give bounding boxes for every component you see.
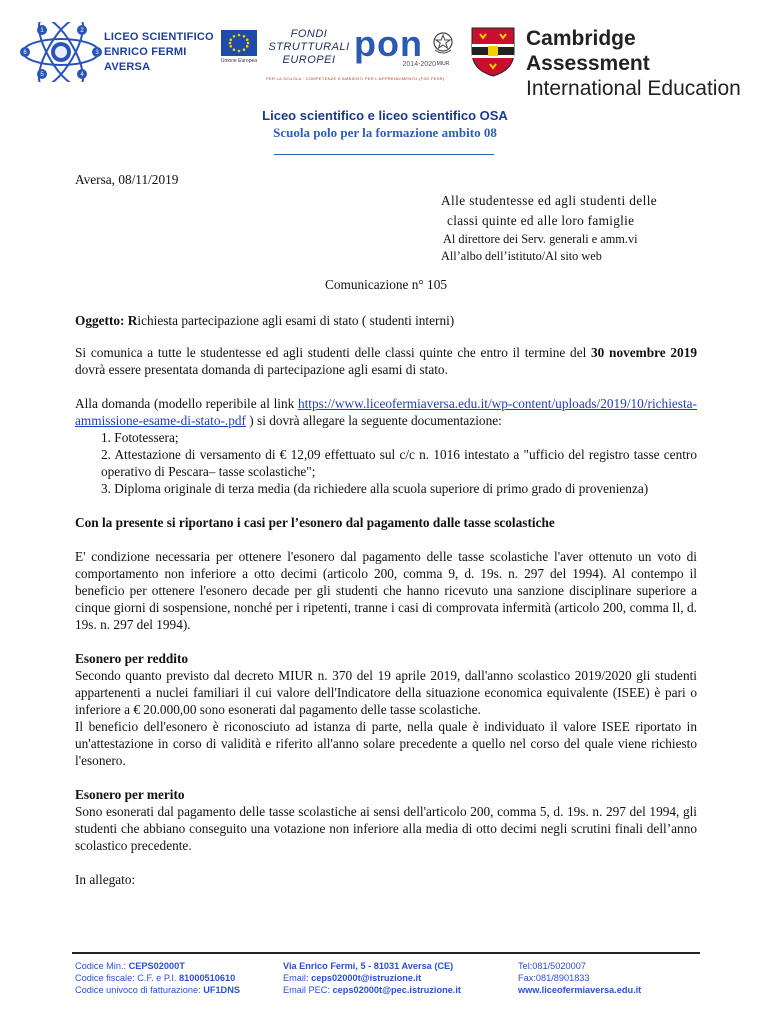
footer-website-link[interactable]: www.liceofermiaversa.edu.it xyxy=(518,985,642,995)
fondi-line-3: EUROPEI xyxy=(282,54,336,66)
footer-codes xyxy=(75,960,240,996)
document-title xyxy=(0,108,770,141)
school-logo xyxy=(14,22,224,82)
miur-caption: MIUR xyxy=(436,61,450,67)
attachment-label: In allegato: xyxy=(75,872,136,887)
subject-label: Oggetto: xyxy=(75,313,125,328)
intro-paragraph xyxy=(75,344,697,378)
recipient-line: classi quinte ed alle loro famiglie xyxy=(447,213,635,228)
letter-date: Aversa, 08/11/2019 xyxy=(75,172,179,187)
subject-initial: R xyxy=(124,313,138,328)
fondi-line-1: FONDI xyxy=(290,28,328,40)
school-subtitle: Scuola polo per la formazione ambito 08 xyxy=(273,125,497,140)
svg-text:6: 6 xyxy=(23,50,27,56)
footer-line xyxy=(75,984,240,996)
eu-caption: Unione Europea xyxy=(220,58,258,64)
recipients-block xyxy=(441,191,701,264)
pon-logo xyxy=(354,23,436,68)
cambridge-logo-text xyxy=(526,26,756,101)
school-name: Liceo scientifico e liceo scientifico OSA xyxy=(262,108,508,123)
form-text-end: ) si dovrà allegare la seguente documentazione: xyxy=(245,413,502,428)
miur-logo xyxy=(432,30,454,66)
footer-line xyxy=(518,972,641,984)
recipient-line: Al direttore dei Serv. generali e amm.vi xyxy=(443,232,638,246)
svg-text:5: 5 xyxy=(40,72,44,78)
exemption-paragraph: E' condizione necessaria per ottenere l'esonero dal pagamento delle tasse scolastiche l'aver ottenuto un voto di comportamento non inferiore a otto decimi (articolo 200, comma 9, d. 19s. n. 297 del 1994). Al contempo il beneficio per ottenere l'esonero decade per gli studenti che hanno ricevuto una sanzione disciplinare superiore a cinque giorni di sospensione, nonché per i ripetenti, tranne i casi di comprovata infermità (articolo 200, comma Il, d. 19s. n. 297 del 1994). xyxy=(75,549,697,632)
footer-value: CEPS02000T xyxy=(128,961,185,971)
cambridge-line-2: International Education xyxy=(526,77,741,100)
svg-text:3: 3 xyxy=(95,50,99,56)
fondi-strutturali-logo xyxy=(266,28,352,67)
footer-line xyxy=(283,960,461,972)
application-form-link[interactable]: https://www.liceofermiaversa.edu.it/wp-content/uploads/2019/10/richiesta-ammissione-esame-di-stato-.pdf xyxy=(75,396,697,428)
document-list-item: 3. Diploma originale di terza media (da richiedere alla scuola superiore di primo grado di provenienza) xyxy=(101,481,649,496)
letter-body xyxy=(75,312,697,888)
communication-number xyxy=(0,277,770,293)
cambridge-line-1: Cambridge Assessment xyxy=(526,27,650,75)
atom-logo-icon xyxy=(18,22,104,82)
communication-number-text: Comunicazione n° 105 xyxy=(324,277,447,292)
subject-text: ichiesta partecipazione agli esami di stato ( studenti interni) xyxy=(137,313,455,328)
subject-line xyxy=(75,312,697,329)
footer-value: 81000510610 xyxy=(179,973,236,983)
document-list-item: 1. Fototessera; xyxy=(101,430,179,445)
school-logo-line-1: LICEO SCIENTIFICO xyxy=(104,31,214,43)
footer-pec-link[interactable]: ceps02000t@pec.istruzione.it xyxy=(332,985,461,995)
footer-label: Email PEC: xyxy=(283,985,333,995)
footer-phone-web xyxy=(518,960,641,996)
footer-divider xyxy=(72,952,700,954)
svg-text:2: 2 xyxy=(80,28,84,34)
recipient-line: All’albo dell’istituto/Al sito web xyxy=(441,249,602,263)
school-logo-line-3: AVERSA xyxy=(104,61,151,73)
footer-email-link[interactable]: ceps02000t@istruzione.it xyxy=(311,973,422,983)
pon-wordmark: pon xyxy=(354,23,423,64)
pon-tagline: PER LA SCUOLA · COMPETENZE E AMBIENTI PER L'APPRENDIMENTO (FSE-FESR) xyxy=(266,76,445,81)
footer-label: Codice fiscale: C.F. e P.I. xyxy=(75,973,179,983)
footer-fax: Fax:081/8901833 xyxy=(518,973,590,983)
footer-line xyxy=(75,960,240,972)
document-list-item: 2. Attestazione di versamento di € 12,09 effettuato sul c/c n. 1016 intestato a "ufficio del registro tasse centro operativo di Pescara– tasse scolastiche"; xyxy=(101,447,697,479)
footer-label: Codice univoco di fatturazione: xyxy=(75,985,204,995)
exemption-heading: Con la presente si riportano i casi per l’esonero dal pagamento dalle tasse scolastiche xyxy=(75,515,555,530)
svg-text:1: 1 xyxy=(40,28,44,34)
intro-text-end: dovrà essere presentata domanda di partecipazione agli esami di stato. xyxy=(75,362,448,377)
svg-text:4: 4 xyxy=(80,72,84,78)
eu-logo xyxy=(218,30,260,76)
recipient-line: Alle studentesse ed agli studenti delle xyxy=(441,193,658,208)
footer-line xyxy=(518,984,641,996)
eu-flag-icon xyxy=(221,30,257,56)
pon-years: 2014-2020 xyxy=(402,61,436,68)
footer-label: Email: xyxy=(283,973,312,983)
title-divider xyxy=(274,154,494,155)
footer-contacts xyxy=(283,960,461,996)
footer-line xyxy=(283,984,461,996)
income-exemption-paragraph: Secondo quanto previsto dal decreto MIUR n. 370 del 19 aprile 2019, dall'anno scolastico 2019/2020 gli studenti appartenenti a nuclei familiari il cui valore dell'Indicatore della situazione economica equivalente (ISEE) è pari o inferiore a € 20.000,00 sono esonerati dal pagamento delle tasse scolastiche. xyxy=(75,668,697,717)
footer-phone: Tel:081/5020007 xyxy=(518,961,586,971)
form-paragraph xyxy=(75,395,697,429)
header-logo-bar xyxy=(14,16,756,100)
cambridge-shield-icon xyxy=(470,26,516,78)
deadline-date: 30 novembre 2019 xyxy=(591,345,698,360)
footer-line xyxy=(283,972,461,984)
footer-address: Via Enrico Fermi, 5 - 81031 Aversa (CE) xyxy=(283,961,454,971)
fondi-line-2: STRUTTURALI xyxy=(268,41,350,53)
footer-line xyxy=(75,972,240,984)
income-exemption-heading: Esonero per reddito xyxy=(75,651,189,666)
footer-label: Codice Min.: xyxy=(75,961,129,971)
school-logo-text xyxy=(104,30,214,75)
merit-exemption-heading: Esonero per merito xyxy=(75,787,185,802)
footer-value: UF1DNS xyxy=(203,985,240,995)
school-logo-line-2: ENRICO FERMI xyxy=(104,46,187,58)
income-exemption-paragraph: Il beneficio dell'esonero è riconosciuto ad istanza di parte, nella quale è individuato il valore ISEE riportato in un'attestazione in corso di validità e riferito all'anno solare precedente a quello nel corso del quale viene richiesto l'esonero. xyxy=(75,719,697,768)
footer-line xyxy=(518,960,641,972)
republic-emblem-icon xyxy=(432,30,454,56)
merit-exemption-paragraph: Sono esonerati dal pagamento delle tasse scolastiche ai sensi dell'articolo 200, comma 5, d. 19s. n. 297 del 1994, gli studenti che abbiano conseguito una votazione non inferiore alla media di otto decimi negli scrutini finali dell’anno scolastico precedente. xyxy=(75,804,697,853)
intro-text: Si comunica a tutte le studentesse ed agli studenti delle classi quinte che entro il termine del xyxy=(75,345,592,360)
form-text: Alla domanda (modello reperibile al link xyxy=(75,396,298,411)
